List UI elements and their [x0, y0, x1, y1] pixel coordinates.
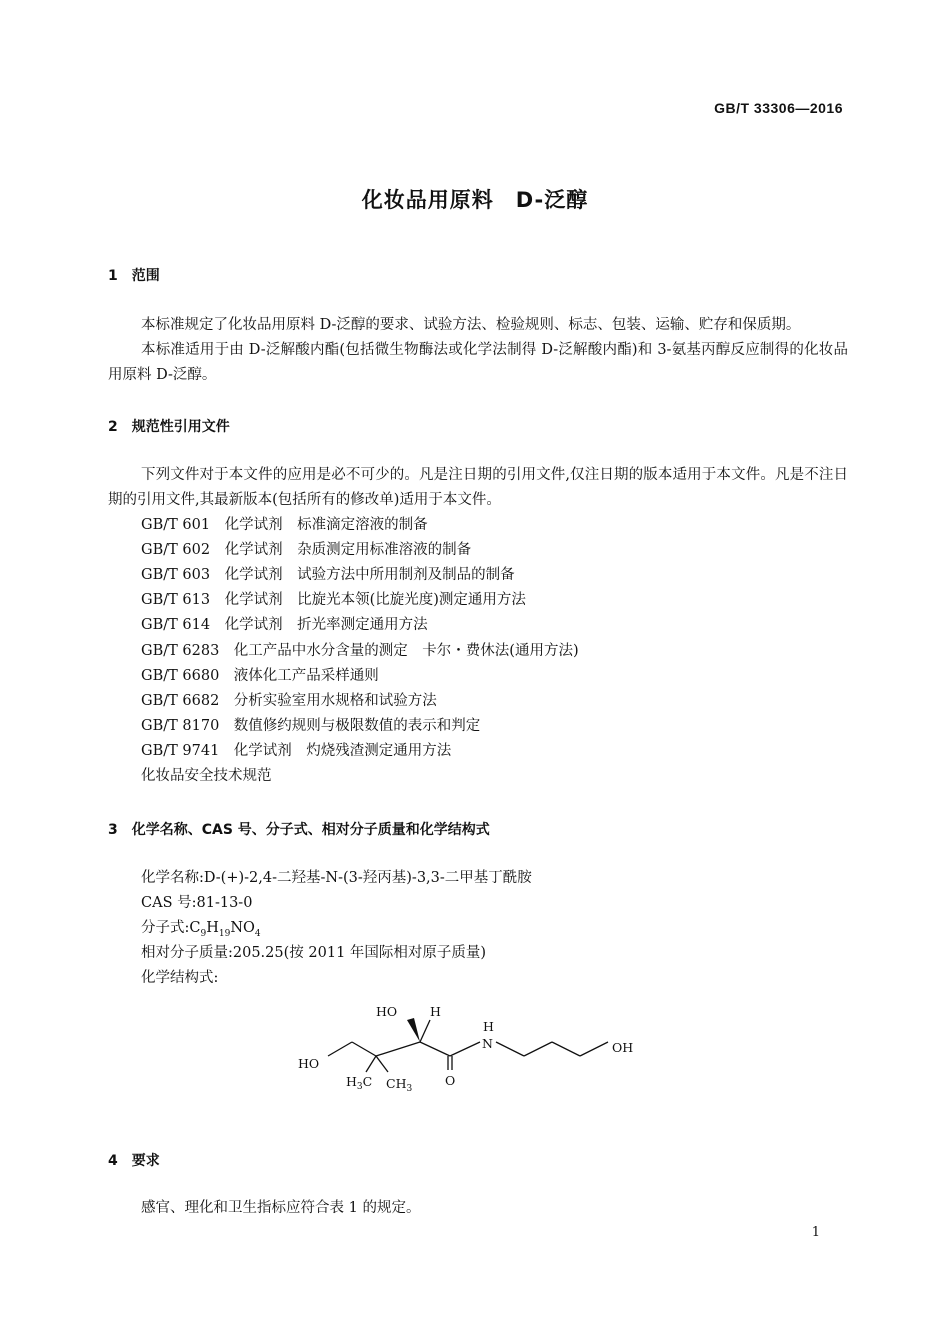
reference-item: GB/T 9741 化学试剂 灼烧残渣测定通用方法 — [141, 743, 452, 759]
reference-item: GB/T 614 化学试剂 折光率测定通用方法 — [141, 617, 428, 633]
formula-c: C — [189, 920, 201, 936]
bond — [420, 1042, 450, 1056]
bond — [450, 1042, 480, 1056]
bond — [552, 1042, 580, 1056]
reference-item: GB/T 603 化学试剂 试验方法中所用制剂及制品的制备 — [141, 567, 515, 583]
normative-intro: 下列文件对于本文件的应用是必不可少的。凡是注日期的引用文件,仅注日期的版本适用于本文件。凡是不注日期的引用文件,其最新版本(包括所有的修改单)适用于本文件。 — [108, 467, 848, 508]
atom-h-top: H — [430, 1004, 441, 1019]
atom-n: N — [482, 1036, 493, 1051]
atom-oh-right: OH — [612, 1040, 634, 1055]
reference-item: GB/T 6283 化工产品中水分含量的测定 卡尔・费休法(通用方法) — [141, 643, 579, 659]
reference-item: GB/T 6680 液体化工产品采样通则 — [141, 668, 379, 684]
bond — [352, 1042, 376, 1056]
atom-ho-top: HO — [376, 1004, 398, 1019]
section-3-heading: 3 化学名称、CAS 号、分子式、相对分子质量和化学结构式 — [108, 822, 490, 838]
structure-bonds — [328, 1020, 608, 1072]
molecular-mass: 相对分子质量:205.25(按 2011 年国际相对原子质量) — [141, 945, 487, 961]
requirements-paragraph: 感官、理化和卫生指标应符合表 1 的规定。 — [141, 1200, 421, 1216]
section-4-heading: 4 要求 — [108, 1153, 160, 1169]
reference-item: GB/T 613 化学试剂 比旋光本领(比旋光度)测定通用方法 — [141, 592, 526, 608]
bond — [376, 1056, 388, 1072]
reference-item: GB/T 8170 数值修约规则与极限数值的表示和判定 — [141, 718, 481, 734]
formula-o-count: 4 — [254, 928, 261, 939]
page-number: 1 — [811, 1225, 820, 1240]
standard-number: GB/T 33306—2016 — [714, 100, 843, 116]
chemical-name: 化学名称:D-(+)-2,4-二羟基-N-(3-羟丙基)-3,3-二甲基丁酰胺 — [141, 870, 532, 886]
cas-number: CAS 号:81-13-0 — [141, 895, 253, 911]
scope-paragraph-2: 本标准适用于由 D-泛解酸内酯(包括微生物酶法或化学法制得 D-泛解酸内酯)和 3-氨基丙醇反应制得的化妆品用原料 D-泛醇。 — [108, 342, 848, 383]
bond — [580, 1042, 608, 1056]
atom-h3c: $H_3C$ — [346, 1074, 373, 1092]
structure-svg — [290, 996, 660, 1106]
bond — [376, 1042, 420, 1056]
bond — [524, 1042, 552, 1056]
atom-ho-left: HO — [298, 1056, 320, 1071]
structure-label: 化学结构式: — [141, 970, 219, 986]
reference-item: 化妆品安全技术规范 — [141, 768, 272, 784]
reference-item: GB/T 601 化学试剂 标准滴定溶液的制备 — [141, 517, 428, 533]
bond — [328, 1042, 352, 1056]
formula-no: NO — [230, 920, 255, 936]
formula-label: 分子式: — [141, 920, 190, 936]
formula-c-count: 9 — [200, 928, 207, 939]
bond — [420, 1020, 430, 1042]
chemical-structure-diagram — [290, 996, 660, 1106]
bond — [366, 1056, 376, 1072]
atom-ch3: $CH_3$ — [386, 1076, 413, 1094]
reference-item: GB/T 6682 分析实验室用水规格和试验方法 — [141, 693, 437, 709]
section-2-heading: 2 规范性引用文件 — [108, 419, 230, 435]
scope-paragraph-1: 本标准规定了化妆品用原料 D-泛醇的要求、试验方法、检验规则、标志、包装、运输、贮存和保质期。 — [141, 317, 801, 333]
wedge-bond — [407, 1018, 420, 1042]
bond — [496, 1042, 524, 1056]
formula-h-count: 19 — [218, 928, 231, 939]
atom-h-amide: H — [483, 1019, 494, 1034]
section-1-heading: 1 范围 — [108, 268, 160, 284]
formula-h: H — [206, 920, 219, 936]
document-title: 化妆品用原料 D-泛醇 — [361, 188, 589, 212]
reference-item: GB/T 602 化学试剂 杂质测定用标准溶液的制备 — [141, 542, 472, 558]
atom-o: O — [445, 1073, 456, 1088]
